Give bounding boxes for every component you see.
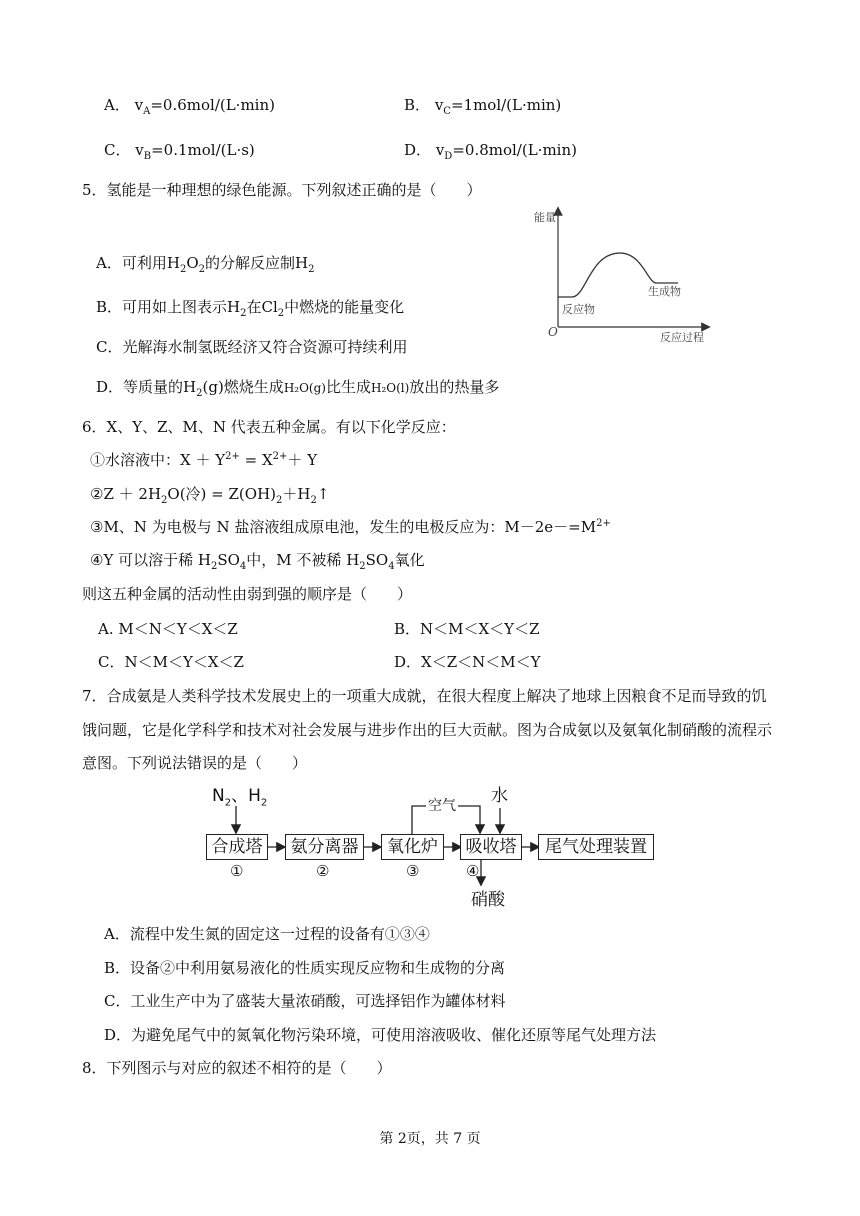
q5-option-d: D．等质量的$H_2(g)$燃烧生成H₂O(g)比生成H₂O(l)放出的热量多 xyxy=(96,378,500,399)
equipment-number-4: ④ xyxy=(466,862,480,880)
q7-stem-line-2: 饿问题，它是化学科学和技术对社会发展与进步作出的巨大贡献。图为合成氨以及氨氧化制硝酸的流程示 xyxy=(82,721,773,739)
product-label: 生成物 xyxy=(648,285,681,298)
q7-option-a: A．流程中发生氮的固定这一过程的设备有①③④ xyxy=(104,925,430,943)
q7-stem-line-3: 意图。下列说法错误的是（ ） xyxy=(82,754,308,772)
equipment-number-1: ① xyxy=(230,862,244,880)
q6-option-a: A. M＜N＜Y＜X＜Z xyxy=(98,620,238,638)
q5-option-c: C．光解海水制氢既经济又符合资源可持续利用 xyxy=(96,338,408,356)
q6-option-c: C．N＜M＜Y＜X＜Z xyxy=(98,653,244,671)
q4-option-a: A． $v_A=0.6mol/(L\cdot\min)$ xyxy=(104,96,275,117)
energy-axis-label: 能量 xyxy=(534,211,556,224)
q7-stem-line-1: 7．合成氨是人类科学技术发展史上的一项重大成就，在很大程度上解决了地球上因粮食不足而导致的饥 xyxy=(82,687,767,705)
q5-stem: 5．氢能是一种理想的绿色能源。下列叙述正确的是（ ） xyxy=(82,181,482,199)
page-footer: 第 2页，共 7 页 xyxy=(379,1131,481,1147)
ammonia-separator-box: 氨分离器 xyxy=(285,834,364,860)
q6-question: 则这五种金属的活动性由弱到强的顺序是（ ） xyxy=(82,585,413,603)
q6-option-d: D．X＜Z＜N＜M＜Y xyxy=(394,653,541,671)
q7-option-d: D．为避免尾气中的氮氧化物污染环境，可使用溶液吸收、催化还原等尾气处理方法 xyxy=(104,1026,657,1044)
water-label: 水 xyxy=(491,786,508,806)
origin-label: O xyxy=(548,325,558,339)
reaction-axis-label: 反应过程 xyxy=(660,331,704,344)
q6-reaction-3: ③M、N 为电极与 N 盐溶液组成原电池，发生的电极反应为：$M-2e-=M^{2+}$ xyxy=(90,518,611,536)
q5-option-b: B．可用如上图表示$H_2$在$Cl_2$中燃烧的能量变化 xyxy=(96,298,405,319)
reactant-label: 反应物 xyxy=(562,303,595,316)
q4-option-b: B． $v_C=1mol/(L\cdot\min)$ xyxy=(404,96,562,117)
synthesis-tower-box: 合成塔 xyxy=(206,834,268,860)
q7-option-b: B．设备②中利用氨易液化的性质实现反应物和生成物的分离 xyxy=(104,959,506,977)
equipment-number-2: ② xyxy=(316,862,330,880)
q6-option-b: B．N＜M＜X＜Y＜Z xyxy=(394,620,540,638)
q4-option-c: C． $v_B=0.1mol/(L\cdot s)$ xyxy=(104,141,255,162)
q6-stem: 6．X、Y、Z、M、N 代表五种金属。有以下化学反应： xyxy=(82,418,456,436)
tail-gas-treatment-box: 尾气处理装置 xyxy=(538,834,654,860)
q6-reaction-1: ①水溶液中：$X + Y^{2+} = X^{2+}+ Y$ xyxy=(90,451,318,469)
nitric-acid-label: 硝酸 xyxy=(471,890,505,910)
equipment-number-3: ③ xyxy=(406,862,420,880)
q6-reaction-4: ④Y 可以溶于稀 $H_2SO_4$中，M 不被稀 $H_2SO_4$氧化 xyxy=(90,551,425,572)
q5-option-a: A．可利用$H_2O_2$的分解反应制$H_2$ xyxy=(96,254,315,275)
q7-option-c: C．工业生产中为了盛装大量浓硝酸，可选择铝作为罐体材料 xyxy=(104,992,506,1010)
q6-reaction-2: ②Z ＋ $2H_2O$(冷) = $Z(OH)_2+H_2↑$ xyxy=(90,485,330,506)
input-gases-label: $N_2$、$H_2$ xyxy=(212,786,268,809)
oxidation-furnace-box: 氧化炉 xyxy=(381,834,444,860)
absorption-tower-box: 吸收塔 xyxy=(460,834,522,860)
q4-option-d: D． $v_D=0.8mol/(L\cdot\min)$ xyxy=(404,141,577,162)
q8-stem: 8．下列图示与对应的叙述不相符的是（ ） xyxy=(82,1059,392,1077)
air-label: 空气 xyxy=(428,798,456,814)
